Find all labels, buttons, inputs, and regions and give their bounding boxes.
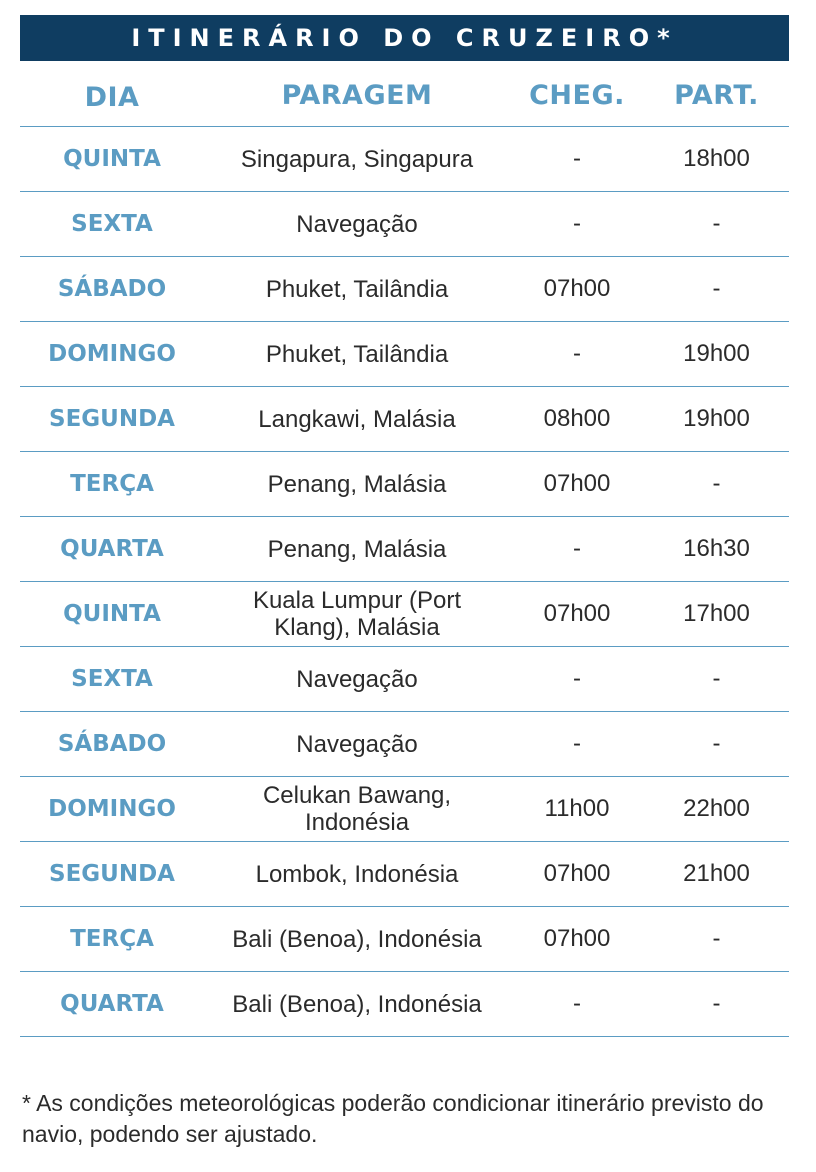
day-cell: DOMINGO: [48, 796, 176, 822]
departure-cell: -: [712, 730, 721, 757]
stop-cell: Phuket, Tailândia: [265, 340, 449, 368]
departure-cell: -: [712, 470, 721, 497]
table-row: [20, 192, 789, 257]
stop-cell: Langkawi, Malásia: [258, 405, 456, 433]
stop-cell: Navegação: [296, 210, 418, 238]
departure-cell: -: [712, 990, 721, 1017]
stop-cell: Phuket, Tailândia: [265, 275, 449, 303]
day-cell: DOMINGO: [48, 341, 176, 367]
table-row: [20, 257, 789, 322]
day-cell: SÁBADO: [57, 731, 167, 757]
day-cell: TERÇA: [70, 471, 154, 497]
table-row: [20, 517, 789, 582]
footnote: * As condições meteorológicas poderão condicionar itinerário previsto do navio, podendo ser ajustado.: [22, 1090, 764, 1147]
table-row: [20, 322, 789, 387]
arrival-cell: 07h00: [543, 470, 611, 497]
stop-cell: Penang, Malásia: [267, 535, 447, 563]
departure-cell: 16h30: [683, 535, 750, 562]
arrival-cell: 07h00: [543, 925, 611, 952]
table-row: [20, 452, 789, 517]
arrival-cell: -: [573, 210, 581, 237]
table-row: [20, 972, 789, 1037]
stop-cell: Lombok, Indonésia: [255, 860, 459, 888]
arrival-cell: -: [573, 340, 581, 367]
departure-cell: -: [712, 275, 721, 302]
stop-cell: Singapura, Singapura: [240, 145, 474, 173]
arrival-cell: -: [573, 730, 581, 757]
day-cell: SEGUNDA: [49, 861, 175, 887]
arrival-cell: -: [573, 990, 581, 1017]
departure-cell: 18h00: [683, 145, 750, 172]
column-header-departure: PART.: [674, 79, 759, 111]
day-cell: QUINTA: [63, 146, 161, 172]
departure-cell: -: [712, 665, 721, 692]
arrival-cell: -: [573, 535, 581, 562]
arrival-cell: 07h00: [543, 275, 611, 302]
table-body: [20, 127, 789, 1037]
stop-cell: Kuala Lumpur (Port Klang), Malásia: [252, 587, 462, 641]
table-row: [20, 712, 789, 777]
stop-cell: Penang, Malásia: [267, 470, 447, 498]
arrival-cell: 07h00: [543, 860, 611, 887]
table-header: [20, 64, 789, 127]
day-cell: SEGUNDA: [49, 406, 175, 432]
departure-cell: 19h00: [683, 340, 750, 367]
departure-cell: 21h00: [683, 860, 750, 887]
table-row: [20, 842, 789, 907]
departure-cell: 22h00: [683, 795, 750, 822]
stop-cell: Bali (Benoa), Indonésia: [232, 925, 482, 953]
column-header-arrival: CHEG.: [529, 79, 625, 111]
arrival-cell: 07h00: [543, 600, 611, 627]
day-cell: SÁBADO: [57, 276, 167, 302]
stop-cell: Navegação: [296, 665, 418, 693]
column-header-day: DIA: [84, 81, 140, 113]
day-cell: TERÇA: [70, 926, 154, 952]
day-cell: SEXTA: [71, 666, 153, 692]
table-row: [20, 582, 789, 647]
column-header-stop: PARAGEM: [281, 79, 433, 111]
day-cell: QUINTA: [63, 601, 161, 627]
arrival-cell: 11h00: [544, 795, 610, 822]
itinerary-title: ITINERÁRIO DO CRUZEIRO*: [20, 15, 789, 61]
departure-cell: 17h00: [683, 600, 750, 627]
itinerary-table: [20, 64, 789, 1037]
departure-cell: -: [712, 925, 721, 952]
stop-cell: Bali (Benoa), Indonésia: [232, 990, 482, 1018]
table-row: [20, 907, 789, 972]
arrival-cell: -: [573, 145, 581, 172]
arrival-cell: -: [573, 665, 581, 692]
day-cell: SEXTA: [71, 211, 153, 237]
day-cell: QUARTA: [60, 991, 164, 1017]
table-row: [20, 387, 789, 452]
stop-cell: Celukan Bawang, Indonésia: [262, 782, 452, 836]
arrival-cell: 08h00: [543, 405, 611, 432]
departure-cell: -: [712, 210, 721, 237]
day-cell: QUARTA: [60, 536, 164, 562]
stop-cell: Navegação: [296, 730, 418, 758]
table-row: [20, 127, 789, 192]
departure-cell: 19h00: [683, 405, 750, 432]
table-row: [20, 647, 789, 712]
table-row: [20, 777, 789, 842]
